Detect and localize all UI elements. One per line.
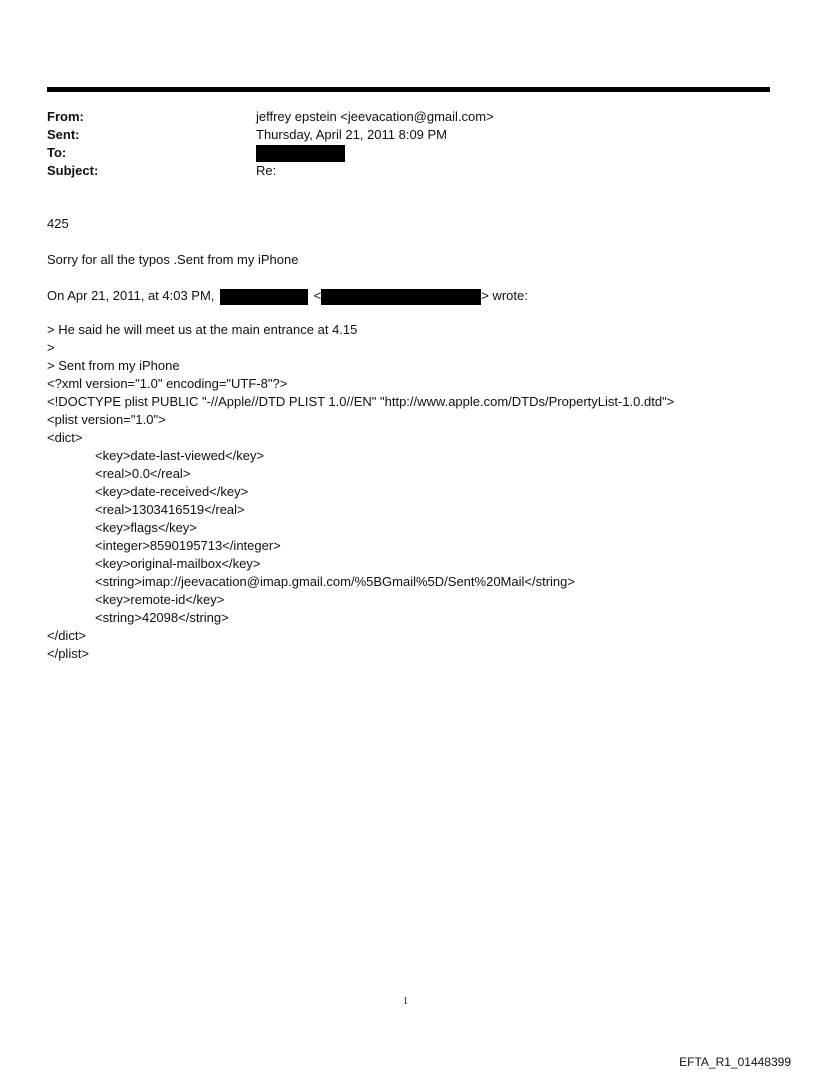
- xml-indented-line: <string>42098</string>: [95, 610, 229, 625]
- header-divider: [47, 87, 770, 92]
- sent-value: Thursday, April 21, 2011 8:09 PM: [256, 127, 448, 142]
- quote-intro-lt: <: [313, 288, 322, 303]
- xml-indented-line: <key>date-received</key>: [95, 484, 249, 499]
- quote-intro-prefix: On Apr 21, 2011, at 4:03 PM,: [47, 288, 215, 303]
- page-number: 1: [403, 996, 408, 1007]
- redaction-bar: [220, 289, 308, 305]
- xml-indented-line: <integer>8590195713</integer>: [95, 538, 281, 553]
- quote-intro-line: [47, 287, 787, 305]
- to-value: [256, 144, 345, 162]
- xml-line: <!DOCTYPE plist PUBLIC "-//Apple//DTD PLIST 1.0//EN" "http://www.apple.com/DTDs/PropertyList-1.0.dtd">: [47, 394, 675, 409]
- xml-indented-line: <real>1303416519</real>: [95, 502, 245, 517]
- xml-indented-line: <key>remote-id</key>: [95, 592, 225, 607]
- xml-indented-line: <real>0.0</real>: [95, 466, 191, 481]
- xml-closing-line: </dict>: [47, 628, 87, 643]
- quoted-line: > He said he will meet us at the main entrance at 4.15: [47, 322, 358, 337]
- redaction-bar: [321, 289, 481, 305]
- sent-label: Sent:: [47, 127, 80, 142]
- xml-closing-line: </plist>: [47, 646, 89, 661]
- email-header: [47, 108, 747, 180]
- sent-row: [47, 126, 747, 144]
- xml-indented-line: <key>original-mailbox</key>: [95, 556, 261, 571]
- quoted-line: > Sent from my iPhone: [47, 358, 180, 373]
- quote-intro-suffix: > wrote:: [481, 288, 528, 303]
- to-label: To:: [47, 145, 67, 160]
- redaction-bar: [256, 145, 345, 162]
- subject-label: Subject:: [47, 163, 99, 178]
- xml-indented-line: <key>date-last-viewed</key>: [95, 448, 265, 463]
- to-row: [47, 144, 747, 162]
- from-value: jeffrey epstein <jeevacation@gmail.com>: [256, 109, 494, 124]
- xml-line: <?xml version="1.0" encoding="UTF-8"?>: [47, 376, 288, 391]
- subject-value: Re:: [256, 163, 277, 178]
- apology-line: Sorry for all the typos .Sent from my iPhone: [47, 252, 299, 267]
- xml-line: <plist version="1.0">: [47, 412, 166, 427]
- xml-indented-line: <key>flags</key>: [95, 520, 197, 535]
- from-row: [47, 108, 747, 126]
- xml-indented-line: <string>imap://jeevacation@imap.gmail.com/%5BGmail%5D/Sent%20Mail</string>: [95, 574, 575, 589]
- email-body: [47, 215, 787, 663]
- quoted-line: >: [47, 340, 55, 355]
- bates-number: EFTA_R1_01448399: [679, 1055, 791, 1069]
- subject-row: [47, 162, 747, 180]
- from-label: From:: [47, 109, 84, 124]
- xml-line: <dict>: [47, 430, 83, 445]
- number-line: 425: [47, 216, 69, 231]
